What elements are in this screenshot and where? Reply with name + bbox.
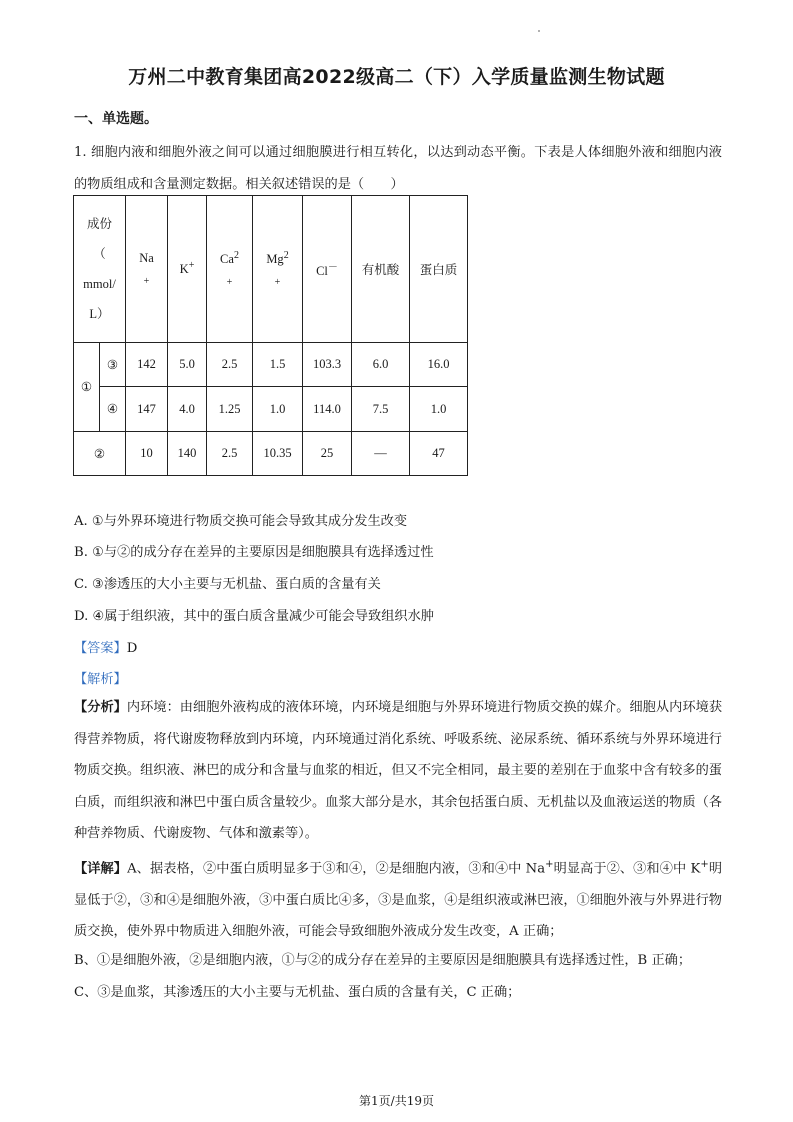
page-title: 万州二中教育集团高2022级高二（下）入学质量监测生物试题	[128, 66, 665, 88]
xiangjie-text: 明显高于②、③和④中 K	[553, 861, 701, 877]
row-label: ②	[74, 432, 126, 476]
question-stem: 1. 细胞内液和细胞外液之间可以通过细胞膜进行相互转化，以达到动态平衡。下表是人体细胞外液和细胞内液的物质组成和含量测定数据。相关叙述错误的是（ ）	[74, 145, 722, 192]
fenxi-text: 内环境：由细胞外液构成的液体环境，内环境是细胞与外界环境进行物质交换的媒介。细胞从内环境获得营养物质，将代谢废物释放到内环境，内环境通过消化系统、呼吸系统、泌尿系统、循环系统与外界环境进行物质交换。组织液、淋巴的成分和含量与血浆的相近，但又不完全相同，最主要的差别在于血浆中含有较多的蛋白质，而组织液和淋巴中蛋白质含量较少。血浆大部分是水，其余包括蛋白质、无机盐以及血液运送的物质（各种营养物质、代谢废物、气体和激素等）。	[74, 700, 723, 841]
xiangjie-text: A、据表格，②中蛋白质明显多于③和④，②是细胞内液，③和④中 Na	[127, 861, 546, 877]
header-protein: 蛋白质	[410, 196, 468, 343]
table-cell: 6.0	[352, 343, 410, 387]
table-cell: —	[352, 432, 410, 476]
group1-label: ①	[74, 343, 100, 432]
table-cell: 25	[303, 432, 352, 476]
ion-charge: +	[226, 277, 233, 289]
row-label: ④	[100, 387, 126, 432]
header-label-line: （	[93, 247, 106, 261]
table-cell: 114.0	[303, 387, 352, 432]
superscript: +	[545, 859, 554, 870]
table-cell: 147	[126, 387, 168, 432]
header-k	[168, 196, 207, 343]
option-a: A. ①与外界环境进行物质交换可能会导致其成分发生改变	[74, 514, 408, 529]
table-cell: 1.5	[253, 343, 303, 387]
header-organic-acid: 有机酸	[352, 196, 410, 343]
table-row	[74, 432, 468, 476]
ion-charge: 2	[283, 249, 289, 261]
ion-symbol: Na	[139, 251, 154, 265]
superscript: +	[700, 859, 709, 870]
section-heading: 一、单选题。	[74, 111, 158, 127]
ion-content-table	[73, 195, 468, 476]
table-cell: 16.0	[410, 343, 468, 387]
table-header-row	[74, 196, 468, 343]
page-footer: 第1页/共19页	[359, 1094, 434, 1108]
table-row	[74, 343, 468, 387]
header-label-line: L）	[89, 307, 110, 321]
ion-symbol: K	[179, 262, 189, 277]
analysis-label: 【解析】	[74, 672, 127, 687]
option-d: D. ④属于组织液，其中的蛋白质含量减少可能会导致组织水肿	[74, 609, 434, 624]
table-cell: 1.0	[410, 387, 468, 432]
analysis-paragraph	[74, 692, 722, 850]
ion-symbol: Cl	[316, 264, 328, 279]
detail-paragraph	[74, 849, 722, 948]
table-cell: 142	[126, 343, 168, 387]
ion-charge: +	[274, 277, 281, 289]
table-cell: 1.0	[253, 387, 303, 432]
header-mg	[253, 196, 303, 343]
detail-line-c: C、③是血浆，其渗透压的大小主要与无机盐、蛋白质的含量有关，C 正确；	[74, 985, 521, 1000]
table-row	[74, 387, 468, 432]
option-c: C. ③渗透压的大小主要与无机盐、蛋白质的含量有关	[74, 577, 381, 592]
table-cell: 10.35	[253, 432, 303, 476]
table-cell: 47	[410, 432, 468, 476]
header-ca	[207, 196, 253, 343]
table-cell: 2.5	[207, 343, 253, 387]
fenxi-label: 【分析】	[74, 700, 127, 715]
detail-line-b: B、①是细胞外液，②是细胞内液，①与②的成分存在差异的主要原因是细胞膜具有选择透过性，B 正确；	[74, 953, 692, 968]
table-cell: 2.5	[207, 432, 253, 476]
table-cell: 103.3	[303, 343, 352, 387]
table-cell: 10	[126, 432, 168, 476]
ion-symbol: Mg	[266, 252, 284, 267]
table-cell: 1.25	[207, 387, 253, 432]
xiangjie-text: 明显低于②，③和④是细胞外液，③中蛋白质比④多，③是血浆，④是组织液或淋巴液，①细胞外液与外界进行物质交换，使外界中物质进入细胞外液，可能会导致细胞外液成分发生改变，A 正确；	[74, 861, 723, 940]
ion-charge: +	[143, 276, 150, 287]
ion-charge: －	[327, 262, 338, 274]
header-label-cell	[74, 196, 126, 343]
ion-charge: 2	[233, 249, 239, 261]
ion-charge: +	[188, 260, 195, 272]
row-label: ③	[100, 343, 126, 387]
header-na	[126, 196, 168, 343]
answer-value: D	[126, 641, 138, 656]
answer-line	[74, 637, 137, 656]
header-label-line: mmol/	[83, 277, 116, 291]
table-cell: 7.5	[352, 387, 410, 432]
xiangjie-label: 【详解】	[74, 861, 128, 877]
header-cl	[303, 196, 352, 343]
ion-symbol: Ca	[220, 252, 234, 267]
table-cell: 140	[168, 432, 207, 476]
table-cell: 5.0	[168, 343, 207, 387]
option-b: B. ①与②的成分存在差异的主要原因是细胞膜具有选择透过性	[74, 545, 434, 560]
header-label-line: 成份	[86, 217, 112, 231]
scan-dot	[538, 30, 540, 32]
table-cell: 4.0	[168, 387, 207, 432]
answer-label: 【答案】	[74, 641, 127, 656]
